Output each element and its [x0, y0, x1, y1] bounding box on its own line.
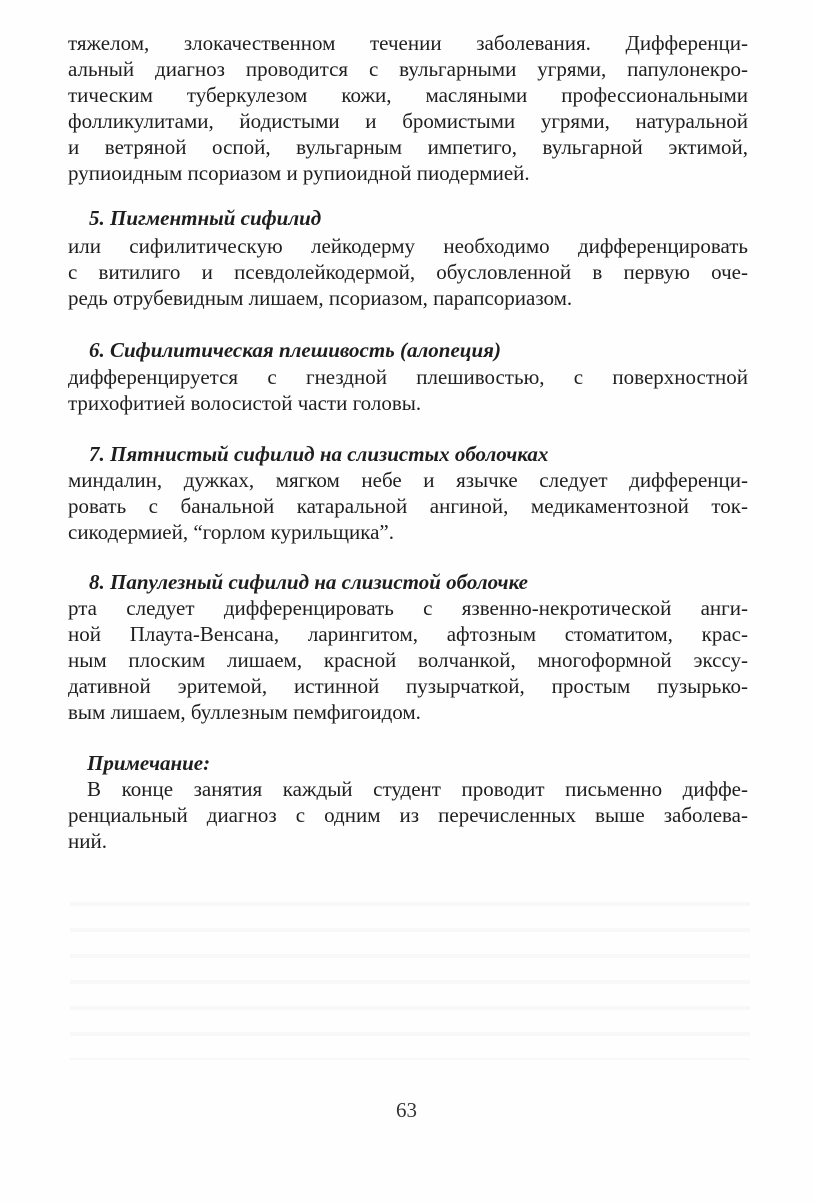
section-line: миндалин, дужках, мягком небе и язычке следует дифференци- [68, 468, 748, 492]
section-heading: 6. Сифилитическая плешивость (алопеция) [89, 338, 501, 362]
intro-line: и ветряной оспой, вульгарным импетиго, вульгарной эктимой, [68, 135, 748, 159]
note-line: ний. [68, 829, 107, 853]
section-line: ной Плаута-Венсана, ларингитом, афтозным стоматитом, крас- [68, 622, 748, 646]
paper-show-through [70, 880, 750, 1060]
intro-line: фолликулитами, йодистыми и бромистыми угрями, натуральной [68, 109, 748, 133]
section-line: рта следует дифференцировать с язвенно-некротической анги- [68, 596, 748, 620]
note-line: ренциальный диагноз с одним из перечисленных выше заболева- [68, 803, 748, 827]
section-line: вым лишаем, буллезным пемфигоидом. [68, 700, 421, 724]
section-line: с витилиго и псевдолейкодермой, обусловленной в первую оче- [68, 260, 748, 284]
section-line: дативной эритемой, истинной пузырчаткой, простым пузырько- [68, 674, 748, 698]
page-number: 63 [396, 1098, 417, 1122]
section-line: редь отрубевидным лишаем, псориазом, парапсориазом. [68, 286, 573, 310]
intro-line: альный диагноз проводится с вульгарными угрями, папулонекро- [68, 57, 748, 81]
note-heading: Примечание: [87, 751, 211, 775]
section-line: или сифилитическую лейкодерму необходимо дифференцировать [68, 234, 748, 258]
intro-line: тическим туберкулезом кожи, масляными профессиональными [68, 83, 748, 107]
intro-line: тяжелом, злокачественном течении заболевания. Дифференци- [68, 31, 748, 55]
section-heading: 5. Пигментный сифилид [89, 206, 322, 230]
section-line: ровать с банальной катаральной ангиной, медикаментозной ток- [68, 494, 748, 518]
note-line: В конце занятия каждый студент проводит письменно диффе- [87, 777, 748, 801]
section-heading: 7. Пятнистый сифилид на слизистых оболочках [89, 442, 549, 466]
section-heading: 8. Папулезный сифилид на слизистой оболочке [89, 570, 528, 594]
section-line: дифференцируется с гнездной плешивостью, с поверхностной [68, 365, 748, 389]
section-line: сикодермией, “горлом курильщика”. [68, 520, 395, 544]
section-line: трихофитией волосистой части головы. [68, 391, 422, 415]
section-line: ным плоским лишаем, красной волчанкой, многоформной экссу- [68, 648, 748, 672]
intro-line: рупиоидным псориазом и рупиоидной пиодермией. [68, 161, 530, 185]
